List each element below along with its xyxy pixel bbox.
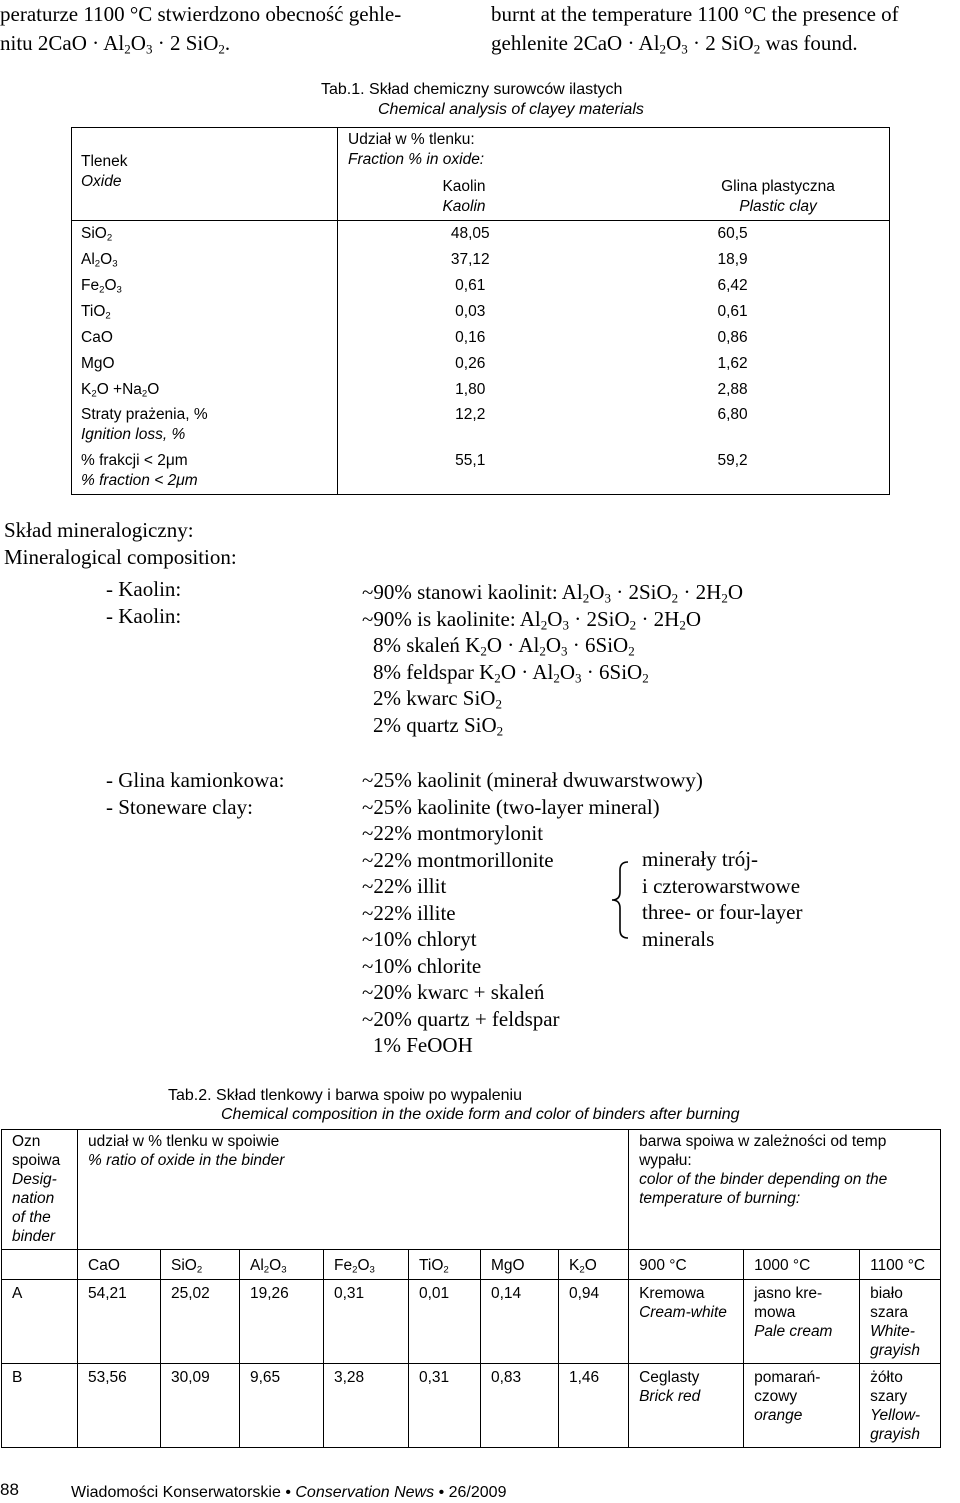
top-text-en-line2: gehlenite $2CaO \cdot Al_2O_3 \cdot 2$ SiO$_2$ was found. (491, 31, 858, 57)
clay-mineral-line: ~22% montmorillonite (362, 847, 554, 872)
table2-oxide-row (2, 1250, 941, 1280)
table1-kaolin-header: Kaolin Kaolin (442, 178, 486, 215)
oxide-value: 0,94 (559, 1280, 629, 1364)
table1-clay-header: Glina plastyczna Plastic clay (721, 178, 835, 215)
oxide-header: $K_2O$ (559, 1250, 629, 1280)
table1 (71, 127, 890, 495)
oxide-formula: TiO$_2$ (72, 299, 338, 325)
clay-mineral-line: ~10% chloryt (362, 927, 477, 951)
binder-color: Kremowa Cream-white (629, 1280, 744, 1364)
clay-mineral-line: ~25% kaolinit (minerał dwuwarstwowy) (362, 768, 703, 792)
table1-header-row (72, 128, 890, 221)
brace-note-line: i czterowarstwowe (642, 873, 801, 898)
oxide-header: $Al_2O_3$ (240, 1250, 324, 1280)
oxide-value: 0,14 (481, 1280, 559, 1364)
brace-note-line: three- or four-layer (642, 900, 803, 924)
clay-value: 2,88 (603, 377, 890, 403)
kaolin-line: 8% feldspar $K_2O \cdot Al_2O_3 \cdot 6SiO_2$ (373, 659, 649, 685)
table1-fraction-header: Udział w % tlenku: Fraction % in oxide: Kaolin Kaolin Glina plastyczna Plastic clay (338, 128, 890, 221)
mineral-kaolin-labels: - Kaolin: - Kaolin: (106, 577, 182, 628)
clay-value: 6,42 (603, 273, 890, 299)
temp-header: 1000 °C (744, 1250, 860, 1280)
oxide-formula: $Fe_2O_3$ (72, 273, 338, 299)
top-text-pl-line2: nitu $2CaO \cdot Al_2O_3 \cdot 2$ SiO$_2$. (0, 31, 231, 57)
binder-id: B (2, 1364, 78, 1448)
kaolin-value: 0,03 (338, 299, 603, 325)
brace-note-line: minerals (642, 926, 715, 951)
oxide-formula: SiO$_2$ (72, 221, 338, 247)
table2-row (2, 1364, 941, 1448)
oxide-value: 0,83 (481, 1364, 559, 1448)
clay-mineral-line: ~20% kwarc + skaleń (362, 980, 545, 1004)
clay-value: 0,61 (603, 299, 890, 325)
oxide-formula: $Al_2O_3$ (72, 247, 338, 273)
table1-row (72, 247, 890, 273)
kaolin-value: 0,16 (338, 325, 603, 351)
table2-ratio-header: udział w % tlenku w spoiwie % ratio of oxide in the binder (78, 1130, 629, 1250)
journal-footer: Wiadomości Konserwatorskie • Conservation News • 26/2009 (71, 1484, 507, 1501)
kaolin-value: 0,61 (338, 273, 603, 299)
temp-header: 900 °C (629, 1250, 744, 1280)
kaolin-line: ~90% stanowi kaolinit: $Al_2O_3 \cdot 2SiO_2 \cdot 2H_2O$ (362, 580, 744, 606)
top-text-pl (0, 0, 401, 58)
table2-body (2, 1280, 941, 1448)
oxide-value: 30,09 (161, 1364, 240, 1448)
oxide-header: $Fe_2O_3$ (324, 1250, 409, 1280)
table2 (1, 1129, 941, 1448)
table1-caption-pl: Tab.1. Skład chemiczny surowców ilastych (321, 81, 623, 98)
oxide-formula: MgO (72, 351, 338, 377)
mineral-kaolin-list (362, 579, 743, 738)
oxide-value: 9,65 (240, 1364, 324, 1448)
table1-caption-en: Chemical analysis of clayey materials (378, 101, 644, 118)
kaolin-line: 2% quartz SiO$_2$ (373, 712, 504, 738)
clay-mineral-line: ~22% illite (362, 900, 456, 925)
oxide-value: 25,02 (161, 1280, 240, 1364)
kaolin-line: ~90% is kaolinite: $Al_2O_3 \cdot 2SiO_2 \cdot 2H_2O$ (362, 606, 702, 632)
clay-mineral-line: ~22% montmorylonit (362, 821, 544, 845)
oxide-value: 53,56 (78, 1364, 161, 1448)
table1-oxide-header: Tlenek Oxide (72, 128, 338, 221)
mineral-brace-notes (642, 846, 802, 952)
table1-row (72, 377, 890, 403)
table2-color-header: barwa spoiwa w zależności od temp wypału: color of the binder depending on the temperature of burning: (629, 1130, 941, 1250)
clay-value: 0,86 (603, 325, 890, 351)
table2-header-row (2, 1130, 941, 1250)
oxide-value: 0,01 (409, 1280, 481, 1364)
oxide-value: 0,31 (324, 1280, 409, 1364)
table2-caption-pl: Tab.2. Skład tlenkowy i barwa spoiw po wypaleniu (168, 1087, 522, 1104)
mineral-clay-labels: - Glina kamionkowa: - Stoneware clay: (106, 768, 285, 819)
binder-color: Ceglasty Brick red (629, 1364, 744, 1448)
table1-row-fraction: % frakcji < 2μm % fraction < 2μm 55,1 59,2 (72, 449, 890, 495)
table2-caption-en: Chemical composition in the oxide form and color of binders after burning (221, 1106, 740, 1123)
clay-mineral-line: ~25% kaolinite (two-layer mineral) (362, 794, 660, 819)
clay-value: 18,9 (603, 247, 890, 273)
clay-mineral-line: 1% FeOOH (373, 1033, 473, 1057)
binder-color: pomarań-czowy orange (744, 1364, 860, 1448)
top-text-en (491, 0, 899, 58)
oxide-value: 0,31 (409, 1364, 481, 1448)
oxide-formula: CaO (72, 325, 338, 351)
table2-row (2, 1280, 941, 1364)
mineral-heading: Skład mineralogiczny: Mineralogical composition: (4, 518, 237, 569)
clay-value: 60,5 (603, 221, 890, 247)
binder-color: żółto szary Yellow-grayish (860, 1364, 941, 1448)
top-text-pl-line1: peraturze 1100 °C stwierdzono obecność gehle- (0, 2, 402, 26)
clay-mineral-line: ~10% chlorite (362, 953, 482, 978)
binder-color: biało szara White-grayish (860, 1280, 941, 1364)
oxide-header: CaO (78, 1250, 161, 1280)
kaolin-line: 8% skaleń $K_2O \cdot Al_2O_3 \cdot 6SiO_2$ (373, 633, 635, 659)
oxide-value: 54,21 (78, 1280, 161, 1364)
clay-mineral-line: ~22% illit (362, 874, 447, 898)
kaolin-value: 1,80 (338, 377, 603, 403)
table1-row (72, 351, 890, 377)
kaolin-value: 48,05 (338, 221, 603, 247)
temp-header: 1100 °C (860, 1250, 941, 1280)
clay-value: 1,62 (603, 351, 890, 377)
binder-id: A (2, 1280, 78, 1364)
clay-mineral-line: ~20% quartz + feldspar (362, 1006, 560, 1031)
table1-row (72, 273, 890, 299)
kaolin-value: 37,12 (338, 247, 603, 273)
table2-desig-header: Ozn spoiwa Desig- nation of the binder (2, 1130, 78, 1250)
brace-note-line: minerały trój- (642, 847, 759, 871)
table1-body (72, 221, 890, 403)
oxide-formula: $K_2O +Na_2O$ (72, 377, 338, 403)
oxide-header: TiO$_2$ (409, 1250, 481, 1280)
oxide-value: 3,28 (324, 1364, 409, 1448)
kaolin-value: 0,26 (338, 351, 603, 377)
top-text-en-line1: burnt at the temperature 1100 °C the presence of (491, 2, 899, 26)
oxide-header: SiO$_2$ (161, 1250, 240, 1280)
kaolin-line: 2% kwarc SiO$_2$ (373, 686, 502, 712)
page-number: 88 (0, 1480, 19, 1499)
oxide-value: 19,26 (240, 1280, 324, 1364)
curly-brace-icon (606, 860, 636, 940)
table1-row (72, 299, 890, 325)
oxide-value: 1,46 (559, 1364, 629, 1448)
oxide-header: MgO (481, 1250, 559, 1280)
table1-row (72, 221, 890, 247)
table1-row-ignition: Straty prażenia, % Ignition loss, % 12,2 6,80 (72, 403, 890, 449)
binder-color: jasno kre-mowa Pale cream (744, 1280, 860, 1364)
table1-row (72, 325, 890, 351)
